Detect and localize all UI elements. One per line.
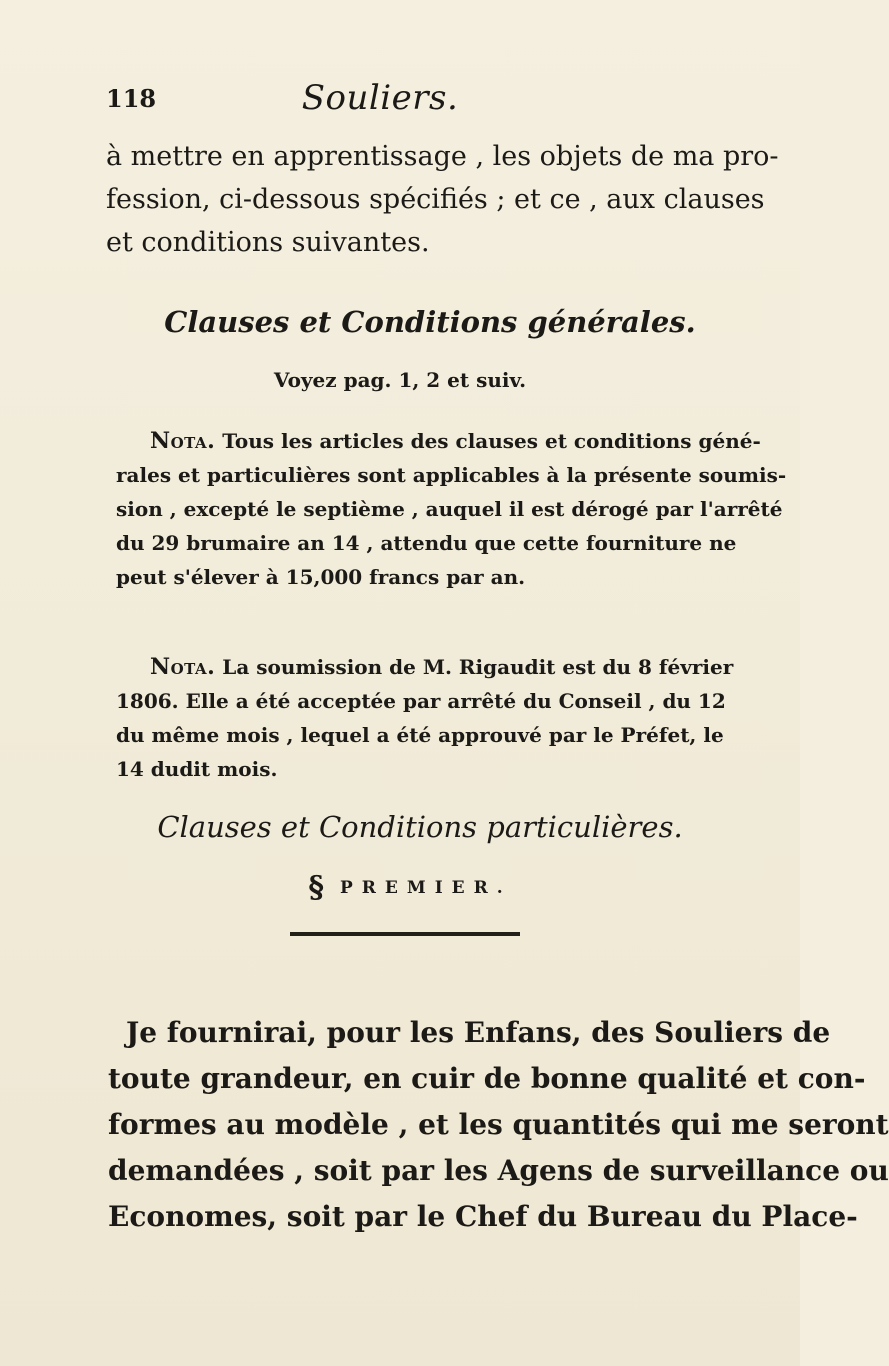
nota-line: rales et particulières sont applicables à la présente soumis- <box>116 463 787 487</box>
nota-line: sion , excepté le septième , auquel il est dérogé par l'arrêté <box>116 497 783 521</box>
page-reference: Voyez pag. 1, 2 et suiv. <box>273 368 527 392</box>
section-divider <box>290 932 520 936</box>
main-line: demandées , soit par les Agens de surveillance ou <box>108 1154 889 1187</box>
particular-conditions-heading: Clauses et Conditions particulières. <box>157 810 683 844</box>
main-line: Economes, soit par le Chef du Bureau du Place- <box>108 1200 858 1233</box>
section-heading <box>0 870 800 905</box>
intro-paragraph <box>106 135 779 264</box>
section-label: PREMIER. <box>340 878 512 898</box>
nota-line: 1806. Elle a été acceptée par arrêté du Conseil , du 12 <box>116 689 726 713</box>
main-line: Je fournirai, pour les Enfans, des Souliers de <box>126 1016 831 1049</box>
intro-line: à mettre en apprentissage , les objets de ma pro- <box>106 141 779 172</box>
nota-line: Tous les articles des clauses et conditions géné- <box>222 429 761 453</box>
general-conditions-heading: Clauses et Conditions générales. <box>164 305 696 339</box>
main-line: formes au modèle , et les quantités qui me seront <box>108 1108 889 1141</box>
nota-label: Nota. <box>150 428 216 454</box>
section-symbol: § <box>308 870 325 905</box>
nota-line: peut s'élever à 15,000 francs par an. <box>116 565 526 589</box>
nota-line: du 29 brumaire an 14 , attendu que cette fourniture ne <box>116 531 737 555</box>
nota-paragraph-1 <box>116 424 787 594</box>
nota-line: du même mois , lequel a été approuvé par le Préfet, le <box>116 723 724 747</box>
nota-line: La soumission de M. Rigaudit est du 8 février <box>222 655 734 679</box>
nota-label: Nota. <box>150 654 216 680</box>
running-title: Souliers. <box>301 78 459 118</box>
main-paragraph <box>108 1010 889 1240</box>
nota-paragraph-2 <box>116 650 734 786</box>
nota-line: 14 dudit mois. <box>116 757 278 781</box>
page-header <box>0 78 800 128</box>
main-line: toute grandeur, en cuir de bonne qualité et con- <box>108 1062 866 1095</box>
page-number: 118 <box>106 84 157 113</box>
intro-line: et conditions suivantes. <box>106 227 430 258</box>
intro-line: fession, ci-dessous spécifiés ; et ce , aux clauses <box>106 184 765 215</box>
